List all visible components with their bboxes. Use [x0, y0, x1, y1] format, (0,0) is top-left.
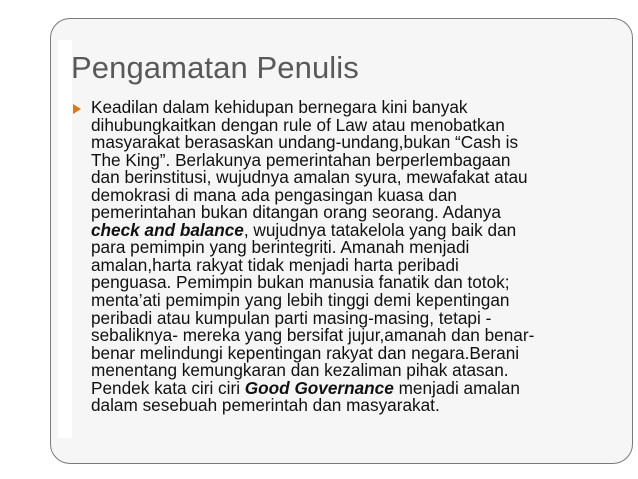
paragraph-line: dalam sesebuah pemerintah dan masyarakat.: [91, 395, 440, 416]
paragraph-line: para pemimpin yang berintegriti. Amanah menjadi: [91, 237, 470, 258]
slide-left-margin: [58, 40, 72, 438]
paragraph-line: penguasa. Pemimpin bukan manusia fanatik dan totok;: [91, 272, 510, 293]
paragraph-line: menta’ati pemimpin yang lebih tinggi demi kepentingan: [91, 290, 510, 311]
paragraph-line-text: menjadi amalan: [393, 377, 520, 398]
paragraph-line: masyarakat berasaskan undang-undang,bukan “Cash is: [91, 132, 519, 153]
paragraph-line: sebaliknya- mereka yang bersifat jujur,amanah dan benar-: [91, 325, 535, 346]
paragraph-line-text: , wujudnya tatakelola yang baik dan: [243, 219, 517, 240]
emphasis-check-and-balance: check and balance: [91, 219, 244, 240]
paragraph-line: menentang kemungkaran dan kezaliman pihak atasan.: [91, 360, 509, 381]
paragraph-line: peribadi atau kumpulan parti masing-masing, tetapi -: [91, 307, 492, 328]
paragraph-line: pemerintahan bukan ditangan orang seorang. Adanya: [91, 202, 501, 223]
paragraph-line: benar melindungi kepentingan rakyat dan negara.Berani: [91, 342, 520, 363]
slide-title: Pengamatan Penulis: [71, 50, 359, 85]
paragraph-line: The King”. Berlakunya pemerintahan berperlembagaan: [91, 149, 511, 170]
paragraph-line: dihubungkaitkan dengan rule of Law atau menobatkan: [91, 114, 505, 135]
bullet-paragraph: [91, 99, 611, 415]
paragraph-line: demokrasi di mana ada pengasingan kuasa dan: [91, 184, 457, 205]
emphasis-good-governance: Good Governance: [244, 377, 394, 398]
paragraph-line: amalan,harta rakyat tidak menjadi harta peribadi: [91, 254, 459, 275]
paragraph-line: Keadilan dalam kehidupan bernegara kini banyak: [91, 97, 468, 117]
bullet-arrow-icon: [73, 104, 81, 114]
paragraph-line-text: Pendek kata ciri ciri: [91, 377, 245, 398]
paragraph-line: dan berinstitusi, wujudnya amalan syura, mewafakat atau: [91, 167, 528, 188]
